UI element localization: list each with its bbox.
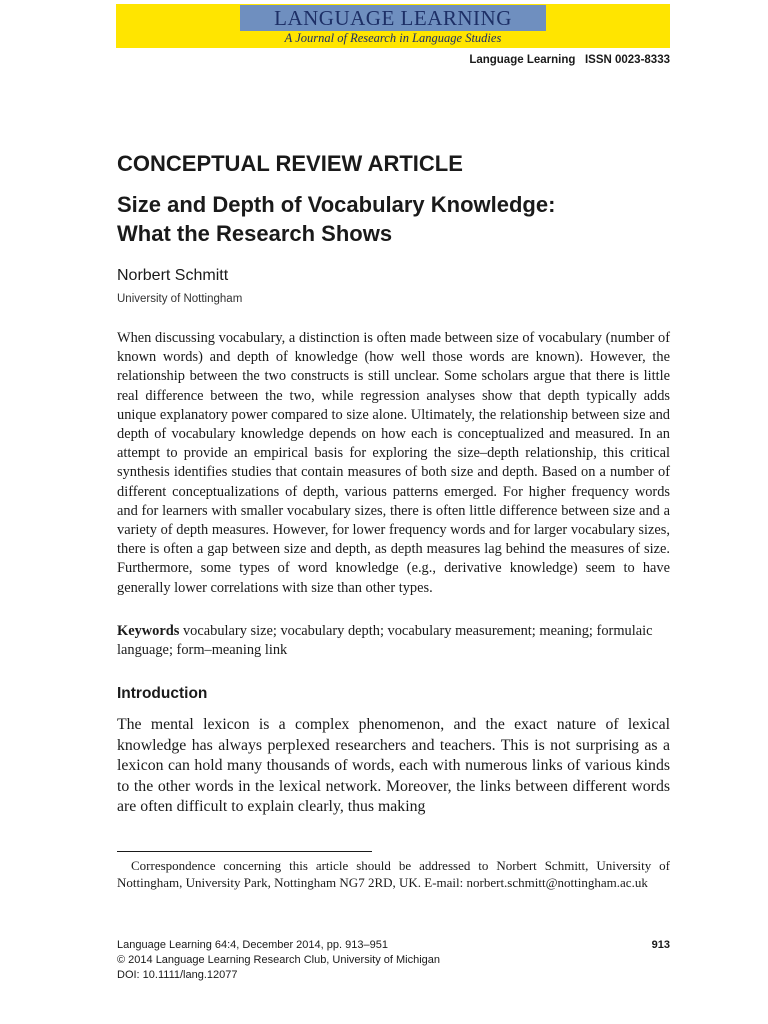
journal-subtitle: A Journal of Research in Language Studies [284, 31, 502, 45]
footer-citation-row [117, 938, 670, 953]
abstract-text: When discussing vocabulary, a distinction is often made between size of vocabulary (number of known words) and depth of knowledge (how well those words are known). However, the relationship between the two constructs is still unclear. Some scholars argue that there is little real difference between the two, while regression analyses show that depth typically adds unique explanatory power compared to size alone. Ultimately, the relationship between size and depth of vocabulary knowledge depends on how each is conceptualized and measured. In an attempt to provide an empirical basis for exploring the size–depth relationship, this critical synthesis identifies studies that contain measures of both size and depth. Based on a number of different conceptualizations of depth, various patterns emerged. For higher frequency words and for learners with smaller vocabulary sizes, there is often little difference between size and a variety of depth measures. However, for lower frequency words and for larger vocabulary sizes, there is often a gap between size and depth, as depth measures lag behind the measures of size. Furthermore, some types of word knowledge (e.g., derivative knowledge) seem to have generally lower correlations with size than other types. [117, 330, 670, 596]
journal-banner [116, 4, 670, 48]
keywords-text: vocabulary size; vocabulary depth; vocabulary measurement; meaning; formulaic language; form–meaning link [117, 623, 653, 659]
author-name: Norbert Schmitt [117, 267, 229, 284]
footer-copyright: © 2014 Language Learning Research Club, University of Michigan [117, 954, 441, 966]
introduction-body: The mental lexicon is a complex phenomenon, and the exact nature of lexical knowledge has always perplexed researchers and teachers. This is not surprising as a lexicon can hold many thousands of words, each with numerous links of various kinds to the other words in the lexical network. Moreover, the links between different words are often difficult to explain clearly, thus making [117, 716, 670, 816]
correspondence-footnote: Correspondence concerning this article should be addressed to Norbert Schmitt, University of Nottingham, University Park, Nottingham NG7 2RD, UK. E-mail: norbert.schmitt@nottingham.ac.uk [117, 858, 670, 891]
article-type: CONCEPTUAL REVIEW ARTICLE [117, 151, 463, 176]
keywords-label: Keywords [117, 623, 180, 639]
journal-issn-line: Language Learning ISSN 0023-8333 [469, 54, 670, 66]
author-affiliation: University of Nottingham [117, 293, 243, 305]
banner-title-box [240, 5, 546, 31]
footer-citation: Language Learning 64:4, December 2014, pp. 913–951 [117, 939, 388, 951]
page-number: 913 [651, 939, 670, 951]
page-footer [117, 938, 670, 983]
article-title [117, 190, 677, 248]
footnote-divider [117, 851, 372, 852]
article-title-line-2: What the Research Shows [117, 221, 393, 246]
footer-doi: DOI: 10.1111/lang.12077 [117, 969, 238, 981]
article-title-line-1: Size and Depth of Vocabulary Knowledge: [117, 192, 556, 217]
journal-title: LANGUAGE LEARNING [274, 6, 512, 30]
section-heading-introduction: Introduction [117, 685, 208, 702]
keywords [117, 622, 670, 660]
